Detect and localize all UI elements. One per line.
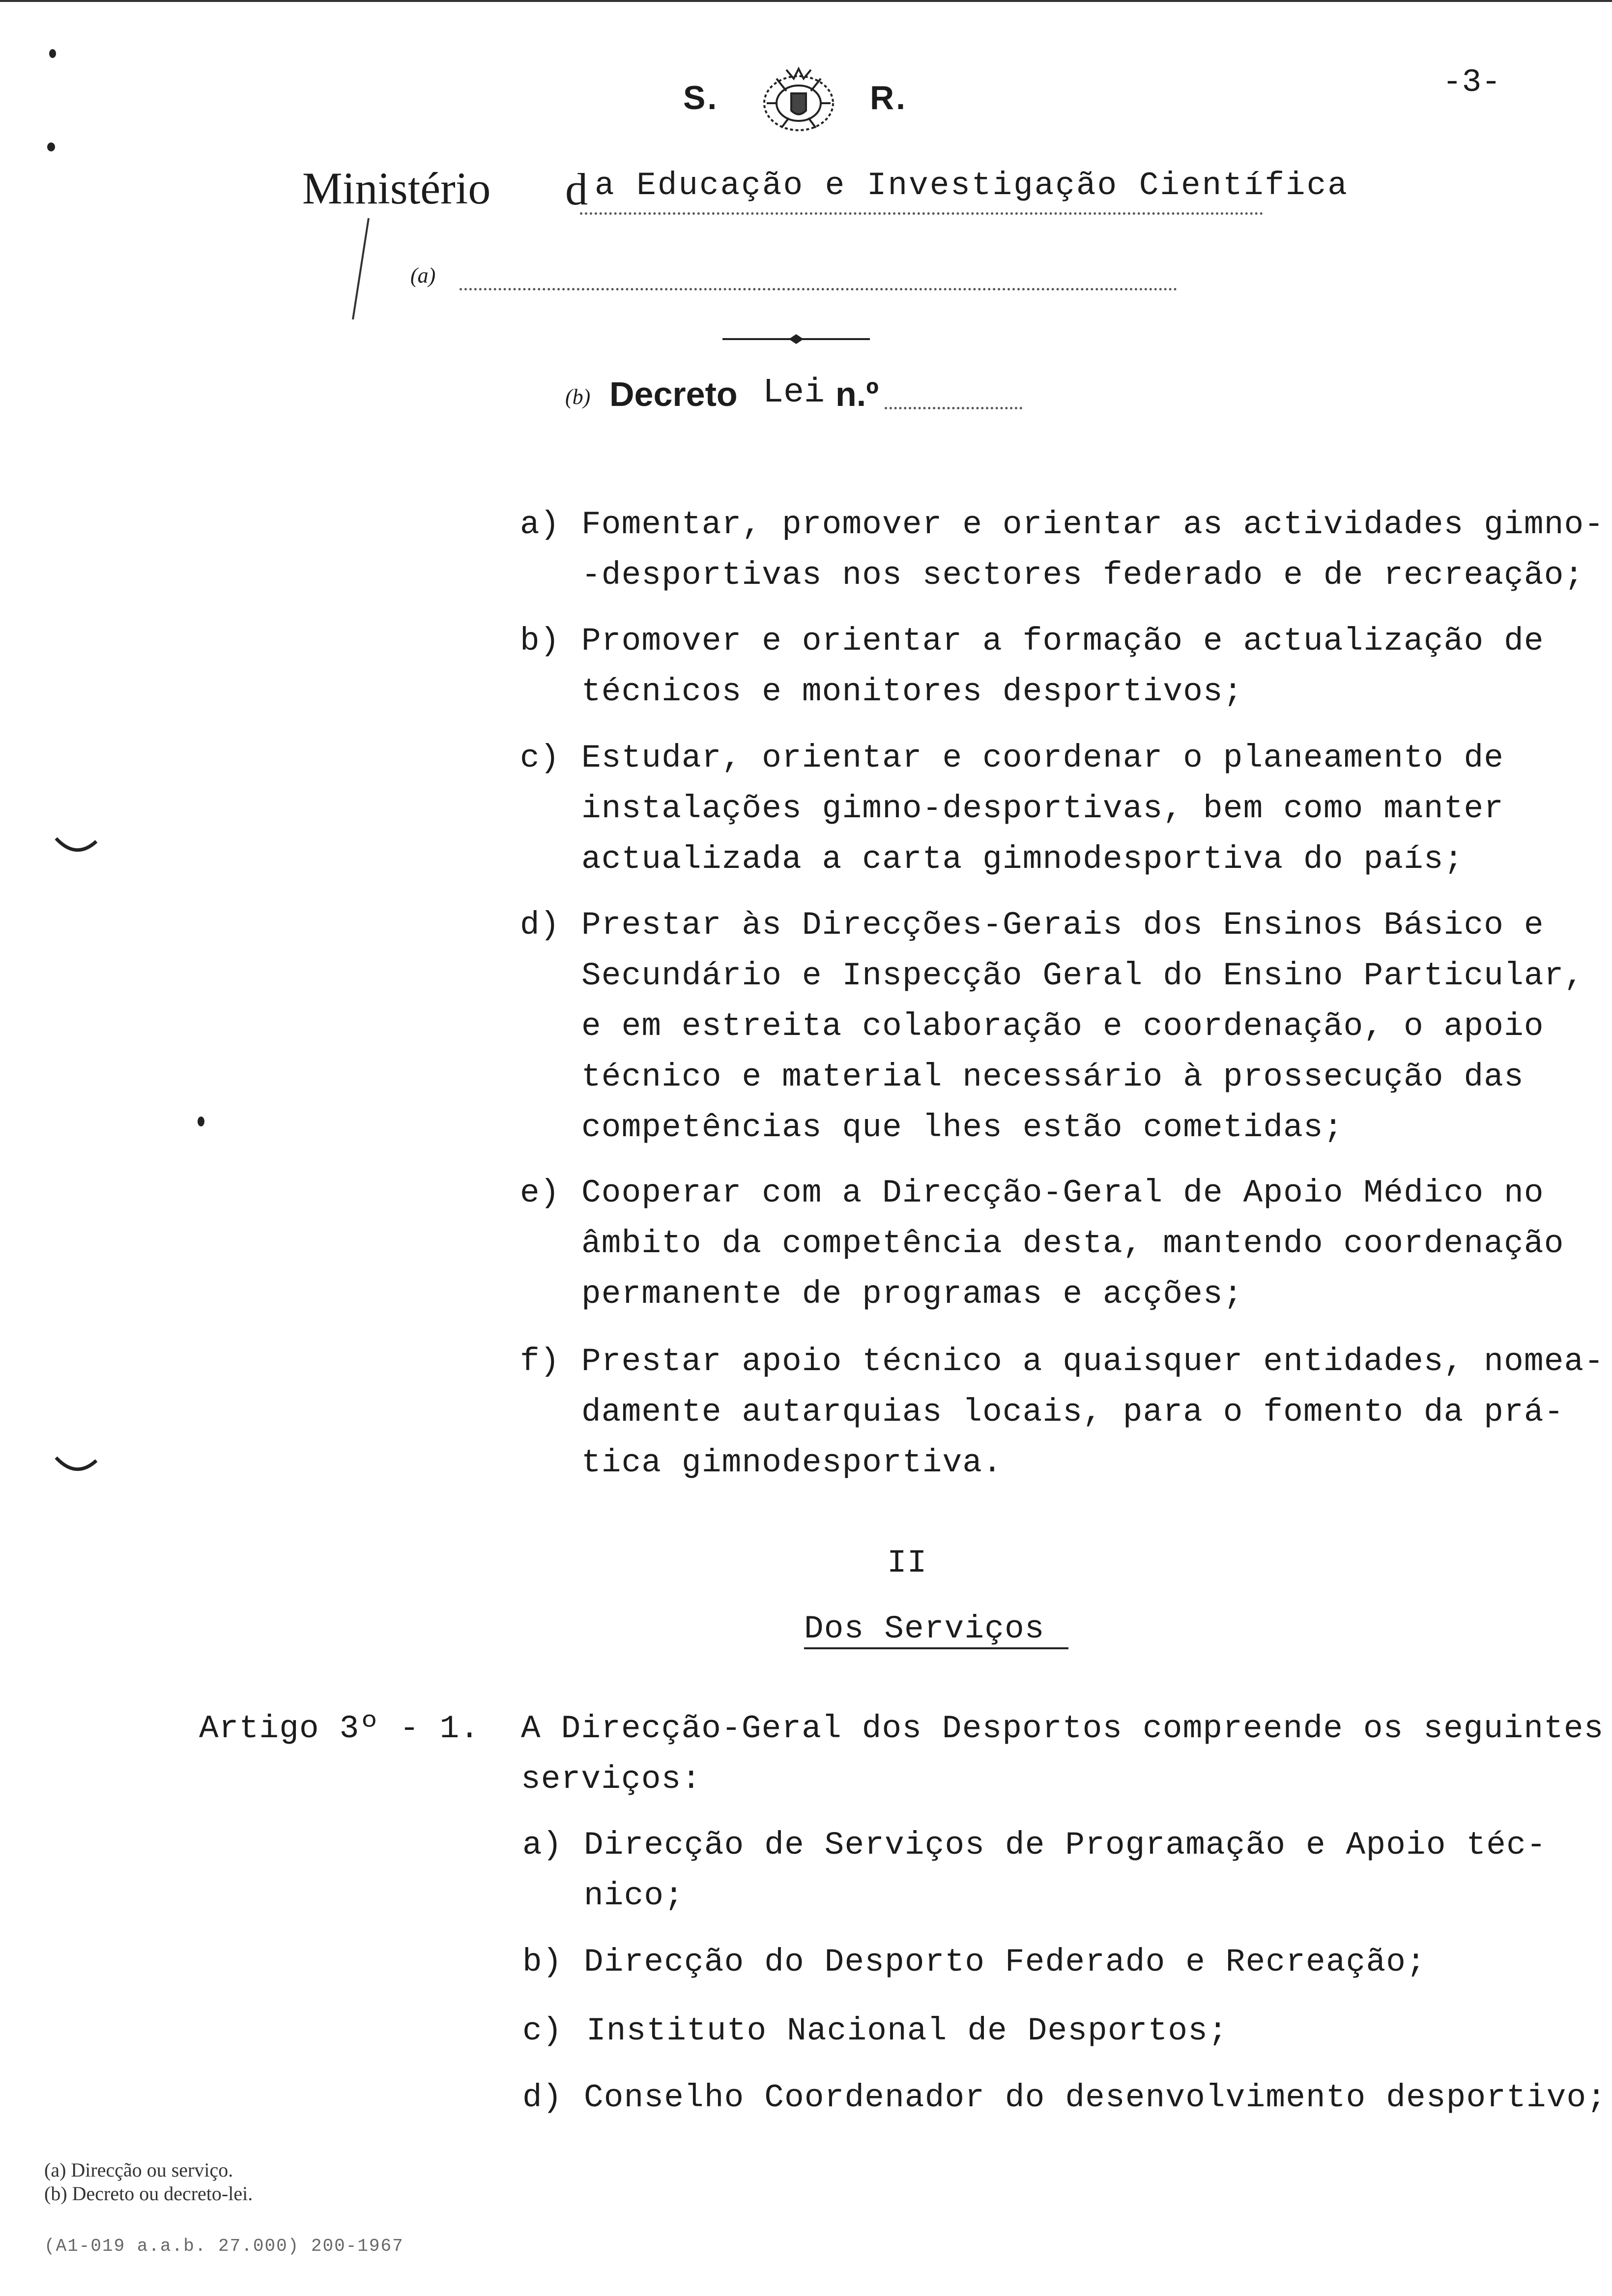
competence-line: Promover e orientar a formação e actualização de bbox=[581, 623, 1544, 660]
service-line: Conselho Coordenador do desenvolvimento desportivo; bbox=[584, 2079, 1607, 2116]
service-line: Direcção do Desporto Federado e Recreação; bbox=[584, 1944, 1426, 1980]
scan-curve-mark bbox=[54, 1455, 98, 1479]
header-r-letter: R. bbox=[870, 79, 907, 116]
service-line: Direcção de Serviços de Programação e Apoio téc- bbox=[584, 1827, 1547, 1864]
footnote-a: (a) Direcção ou serviço. bbox=[44, 2159, 233, 2181]
header-s-letter: S. bbox=[683, 79, 719, 116]
competence-letter: f) bbox=[520, 1343, 560, 1380]
competence-line: Cooperar com a Direcção-Geral de Apoio Médico no bbox=[581, 1175, 1544, 1211]
ministry-dotted-line bbox=[580, 212, 1263, 215]
decree-type-lei: Lei bbox=[763, 373, 825, 412]
competence-letter: b) bbox=[520, 623, 560, 660]
section-title: Dos Serviços bbox=[804, 1610, 1045, 1647]
decree-marker: (b) bbox=[565, 385, 591, 409]
page-number: -3- bbox=[1442, 64, 1501, 101]
section-number: II bbox=[887, 1545, 927, 1581]
scan-dot bbox=[49, 49, 56, 58]
competence-letter: d) bbox=[520, 907, 560, 944]
article-intro-line: A Direcção-Geral dos Desportos compreende os seguintes bbox=[521, 1710, 1604, 1747]
competence-line: âmbito da competência desta, mantendo coordenação bbox=[581, 1225, 1564, 1262]
service-dotted-line bbox=[460, 288, 1177, 290]
coat-of-arms-emblem bbox=[747, 64, 850, 138]
article-label: Artigo 3º - 1. bbox=[199, 1710, 480, 1747]
competence-line: e em estreita colaboração e coordenação, o apoio bbox=[581, 1008, 1544, 1045]
service-letter: a) bbox=[522, 1827, 563, 1864]
competence-line: instalações gimno-desportivas, bem como manter bbox=[581, 790, 1504, 827]
competence-line: tica gimnodesportiva. bbox=[581, 1444, 1003, 1481]
competence-line: -desportivas nos sectores federado e de recreação; bbox=[581, 557, 1584, 594]
service-marker: (a) bbox=[410, 263, 436, 287]
competence-line: Estudar, orientar e coordenar o planeamento de bbox=[581, 740, 1504, 776]
competence-line: Prestar às Direcções-Gerais dos Ensinos Básico e bbox=[581, 907, 1544, 944]
service-line: nico; bbox=[584, 1877, 685, 1914]
ministry-name: a Educação e Investigação Científica bbox=[595, 167, 1349, 204]
section-title-underline bbox=[804, 1647, 1068, 1649]
competence-letter: a) bbox=[520, 506, 560, 543]
scan-dot bbox=[47, 143, 55, 151]
service-letter: d) bbox=[522, 2079, 563, 2116]
article-intro-line: serviços: bbox=[521, 1761, 702, 1798]
service-letter: b) bbox=[522, 1944, 563, 1980]
decree-number-dotted-line bbox=[885, 407, 1022, 409]
footnote-b: (b) Decreto ou decreto-lei. bbox=[44, 2182, 253, 2205]
decree-number-label: n.º bbox=[835, 375, 879, 413]
service-line: Instituto Nacional de Desportos; bbox=[586, 2012, 1228, 2049]
competence-letter: c) bbox=[520, 740, 560, 776]
scan-dot bbox=[198, 1117, 204, 1126]
page-top-border bbox=[0, 0, 1612, 2]
competence-letter: e) bbox=[520, 1175, 560, 1211]
margin-stroke bbox=[344, 216, 374, 324]
competence-line: actualizada a carta gimnodesportiva do país; bbox=[581, 841, 1464, 878]
competence-line: damente autarquias locais, para o fomento da prá- bbox=[581, 1394, 1564, 1431]
ministry-label: Ministério bbox=[302, 163, 491, 213]
competence-line: Prestar apoio técnico a quaisquer entidades, nomea- bbox=[581, 1343, 1605, 1380]
competence-line: técnicos e monitores desportivos; bbox=[581, 673, 1243, 710]
scan-curve-mark bbox=[54, 835, 98, 860]
print-code: (A1-019 a.a.b. 27.000) 200-1967 bbox=[44, 2236, 404, 2256]
ministry-d-letter: d bbox=[565, 164, 588, 214]
competence-line: competências que lhes estão cometidas; bbox=[581, 1109, 1344, 1146]
competence-line: permanente de programas e acções; bbox=[581, 1276, 1243, 1313]
competence-line: Fomentar, promover e orientar as actividades gimno- bbox=[581, 506, 1605, 543]
competence-line: Secundário e Inspecção Geral do Ensino Particular, bbox=[581, 957, 1584, 994]
service-letter: c) bbox=[522, 2012, 563, 2049]
decree-label: Decreto bbox=[609, 375, 738, 413]
divider-ornament bbox=[722, 332, 870, 346]
competence-line: técnico e material necessário à prossecução das bbox=[581, 1059, 1524, 1095]
